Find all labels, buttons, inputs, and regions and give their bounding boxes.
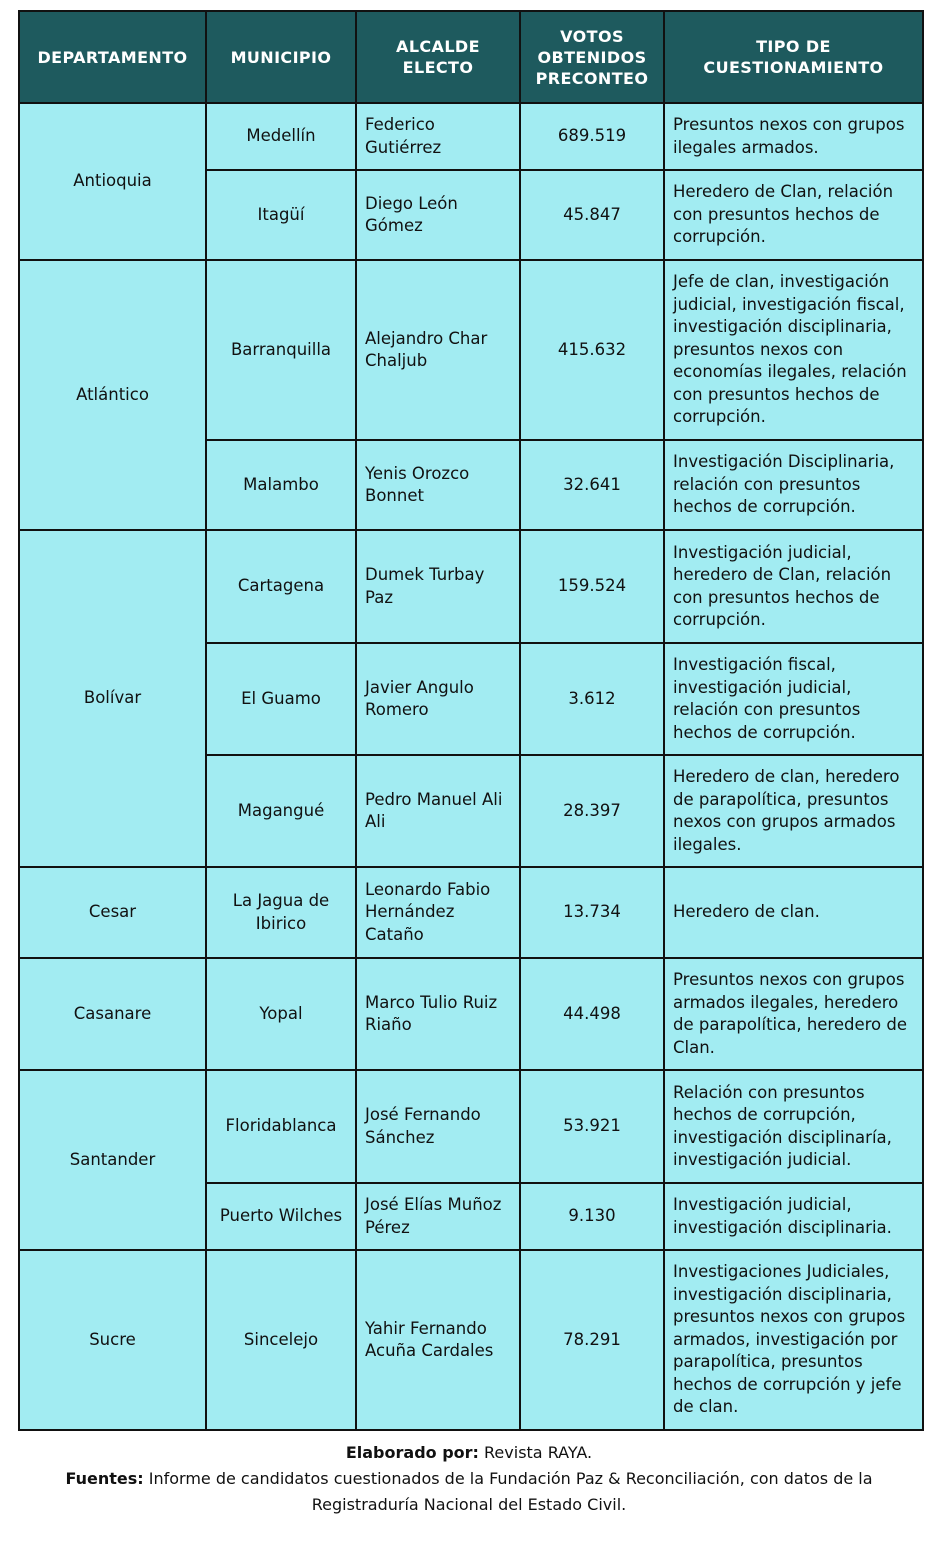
cell-alcalde: Federico Gutiérrez	[356, 103, 520, 170]
cell-departamento: Sucre	[19, 1250, 206, 1430]
table-row	[19, 1250, 923, 1430]
cell-municipio: Barranquilla	[206, 260, 356, 440]
cell-alcalde: Yenis Orozco Bonnet	[356, 440, 520, 530]
cell-municipio: Itagüí	[206, 170, 356, 260]
sources-label: Fuentes:	[65, 1469, 144, 1488]
header-departamento: DEPARTAMENTO	[19, 11, 206, 103]
cell-alcalde: Leonardo Fabio Hernández Cataño	[356, 867, 520, 958]
cell-alcalde: Diego León Gómez	[356, 170, 520, 260]
cell-municipio: Yopal	[206, 958, 356, 1070]
alcaldes-cuestionados-table	[18, 10, 924, 1431]
header-alcalde-electo: ALCALDE ELECTO	[356, 11, 520, 103]
cell-cuestionamiento: Relación con presuntos hechos de corrupción, investigación disciplinaría, investigación judicial.	[664, 1070, 923, 1183]
cell-municipio: Floridablanca	[206, 1070, 356, 1183]
cell-votos: 415.632	[520, 260, 664, 440]
cell-cuestionamiento: Jefe de clan, investigación judicial, investigación fiscal, investigación disciplinaria, presuntos nexos con economías ilegales, relación con presuntos hechos de corrupción.	[664, 260, 923, 440]
cell-municipio: La Jagua de Ibirico	[206, 867, 356, 958]
cell-cuestionamiento: Heredero de clan, heredero de parapolítica, presuntos nexos con grupos armados ilegales.	[664, 755, 923, 867]
sources-value-continued: Registraduría Nacional del Estado Civil.	[311, 1495, 627, 1514]
cell-cuestionamiento: Presuntos nexos con grupos ilegales armados.	[664, 103, 923, 170]
cell-municipio: Sincelejo	[206, 1250, 356, 1430]
cell-cuestionamiento: Investigaciones Judiciales, investigación disciplinaria, presuntos nexos con grupos armados, investigación por parapolítica, presuntos hechos de corrupción y jefe de clan.	[664, 1250, 923, 1430]
cell-alcalde: Javier Angulo Romero	[356, 643, 520, 755]
cell-cuestionamiento: Investigación Disciplinaria, relación con presuntos hechos de corrupción.	[664, 440, 923, 530]
cell-cuestionamiento: Investigación judicial, investigación disciplinaria.	[664, 1183, 923, 1250]
header-municipio: MUNICIPIO	[206, 11, 356, 103]
cell-votos: 28.397	[520, 755, 664, 867]
cell-departamento: Casanare	[19, 958, 206, 1070]
credit-label: Elaborado por:	[345, 1443, 479, 1462]
cell-departamento: Antioquia	[19, 103, 206, 260]
cell-votos: 53.921	[520, 1070, 664, 1183]
cell-votos: 689.519	[520, 103, 664, 170]
cell-municipio: El Guamo	[206, 643, 356, 755]
table-footnote	[0, 1440, 938, 1518]
cell-municipio: Medellín	[206, 103, 356, 170]
cell-municipio: Puerto Wilches	[206, 1183, 356, 1250]
sources-line	[0, 1466, 938, 1492]
cell-alcalde: Pedro Manuel Ali Ali	[356, 755, 520, 867]
cell-departamento: Atlántico	[19, 260, 206, 530]
cell-votos: 3.612	[520, 643, 664, 755]
cell-municipio: Cartagena	[206, 530, 356, 643]
cell-alcalde: Yahir Fernando Acuña Cardales	[356, 1250, 520, 1430]
cell-alcalde: José Elías Muñoz Pérez	[356, 1183, 520, 1250]
cell-cuestionamiento: Presuntos nexos con grupos armados ilegales, heredero de parapolítica, heredero de Clan.	[664, 958, 923, 1070]
table-header	[19, 11, 923, 103]
sources-value: Informe de candidatos cuestionados de la Fundación Paz & Reconciliación, con datos de la	[148, 1469, 873, 1488]
cell-alcalde: José Fernando Sánchez	[356, 1070, 520, 1183]
cell-departamento: Bolívar	[19, 530, 206, 867]
cell-cuestionamiento: Heredero de Clan, relación con presuntos hechos de corrupción.	[664, 170, 923, 260]
table-row	[19, 1070, 923, 1183]
table-row	[19, 530, 923, 643]
table-row	[19, 260, 923, 440]
cell-votos: 78.291	[520, 1250, 664, 1430]
cell-alcalde: Dumek Turbay Paz	[356, 530, 520, 643]
cell-municipio: Malambo	[206, 440, 356, 530]
cell-municipio: Magangué	[206, 755, 356, 867]
credit-line	[0, 1440, 938, 1466]
cell-departamento: Cesar	[19, 867, 206, 958]
cell-alcalde: Alejandro Char Chaljub	[356, 260, 520, 440]
table-row	[19, 867, 923, 958]
cell-alcalde: Marco Tulio Ruiz Riaño	[356, 958, 520, 1070]
sources-line-2	[0, 1492, 938, 1518]
table-body	[19, 103, 923, 1430]
cell-votos: 45.847	[520, 170, 664, 260]
cell-votos: 159.524	[520, 530, 664, 643]
cell-votos: 13.734	[520, 867, 664, 958]
cell-votos: 9.130	[520, 1183, 664, 1250]
header-tipo-de-cuestionamiento: TIPO DE CUESTIONAMIENTO	[664, 11, 923, 103]
cell-votos: 32.641	[520, 440, 664, 530]
cell-cuestionamiento: Heredero de clan.	[664, 867, 923, 958]
cell-cuestionamiento: Investigación fiscal, investigación judicial, relación con presuntos hechos de corrupción.	[664, 643, 923, 755]
header-votos-obtenidos-preconteo: VOTOS OBTENIDOS PRECONTEO	[520, 11, 664, 103]
cell-votos: 44.498	[520, 958, 664, 1070]
table-row	[19, 958, 923, 1070]
credit-value: Revista RAYA.	[484, 1443, 593, 1462]
cell-cuestionamiento: Investigación judicial, heredero de Clan, relación con presuntos hechos de corrupción.	[664, 530, 923, 643]
cell-departamento: Santander	[19, 1070, 206, 1250]
table-row	[19, 103, 923, 170]
